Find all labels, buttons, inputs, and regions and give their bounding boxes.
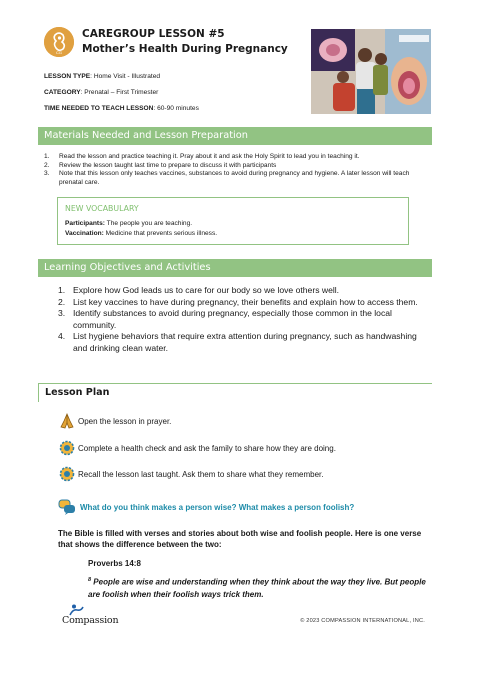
lesson-number: CAREGROUP LESSON #5 [82,28,225,40]
time-label: TIME NEEDED TO TEACH LESSON [44,105,154,112]
lesson-type-label: LESSON TYPE [44,73,91,80]
list-item [44,162,428,171]
step-text: Open the lesson in prayer. [78,416,172,426]
list-item [44,153,428,162]
lesson-category [44,88,314,97]
step-text: Recall the lesson last taught. Ask them to share what they remember. [78,469,324,479]
list-text: Explore how God leads us to care for our body so we love others well. [73,285,340,295]
lesson-title [82,27,312,57]
praying-hands-icon [58,412,76,430]
lesson-plan-heading: Lesson Plan [38,383,432,402]
lesson-step [58,465,323,483]
list-text: List hygiene behaviors that require extra attention during pregnancy, such as handwashing and drinking clean water. [73,331,417,353]
time-value: : 60-90 minutes [153,105,199,112]
lesson-name: Mother’s Health During Pregnancy [82,43,288,55]
scripture-reference: Proverbs 14:8 [88,559,141,568]
list-item [58,285,428,297]
scripture-verse [88,574,426,601]
intro-paragraph: The Bible is filled with verses and stories about both wise and foolish people. Here is one verse that shows the difference between the two: [58,529,422,550]
vocabulary-term: Participants: [65,220,105,227]
objectives-list [58,285,428,355]
verse-text: People are wise and understanding when they think about the way they live. But people are foolish when their foolish ways trick them. [88,577,426,599]
question-text: What do you think makes a person wise? What makes a person foolish? [80,502,355,512]
vocabulary-term: Vaccination: [65,230,104,237]
list-number: 4. [58,331,66,342]
list-text: List key vaccines to have during pregnancy, their benefits and explain how to access them. [73,296,418,307]
hero-illustration [311,29,431,114]
list-number: 3. [44,170,50,178]
copyright-notice: © 2023 COMPASSION INTERNATIONAL, INC. [300,618,425,624]
list-item [58,308,428,331]
step-text: Complete a health check and ask the family to share how they are doing. [78,443,336,453]
list-item [58,331,428,354]
vocabulary-definition: The people you are teaching. [104,220,193,227]
vocabulary-box [57,197,409,245]
list-item [44,170,428,187]
materials-list [44,153,428,187]
verse-number: 8 [88,577,92,583]
list-text: Note that this lesson only teaches vaccines, substances to avoid during pregnancy and hygiene. A later lesson will teach prenatal care. [59,170,410,186]
lesson-time [44,104,314,113]
list-number: 2. [44,161,50,169]
vocabulary-title: NEW VOCABULARY [65,204,139,213]
objectives-heading: Learning Objectives and Activities [38,259,432,277]
list-number: 1. [58,285,66,295]
list-text: Review the lesson taught last time to prepare to discuss it with participants [59,161,277,169]
list-item [58,297,428,309]
category-label: CATEGORY [44,89,81,96]
discussion-bubbles-icon [58,499,76,515]
lesson-type [44,72,314,81]
vocabulary-entry [65,220,192,227]
list-number: 1. [44,153,50,160]
category-value: : Prenatal – First Trimester [80,89,159,96]
list-number: 3. [58,308,66,319]
lesson-type-value: : Home Visit - Illustrated [90,73,161,80]
compassion-wordmark: Compassion [62,615,119,626]
vocabulary-definition: Medicine that prevents serious illness. [103,230,218,237]
gear-icon [58,465,76,483]
lesson-step [58,412,171,430]
materials-heading: Materials Needed and Lesson Preparation [38,127,432,145]
lesson-step [58,439,336,457]
svg-text:CG: CG [56,50,62,55]
list-text: Identify substances to avoid during pregnancy, especially those common in the local community. [73,308,392,330]
caregroup-logo-icon [44,27,74,57]
gear-icon [58,439,76,457]
vocabulary-entry [65,230,217,237]
list-number: 2. [58,296,66,307]
discussion-question [58,499,354,515]
compassion-logo [58,604,128,628]
list-text: Read the lesson and practice teaching it. Pray about it and ask the Holy Spirit to lead you in teaching it. [59,153,360,160]
